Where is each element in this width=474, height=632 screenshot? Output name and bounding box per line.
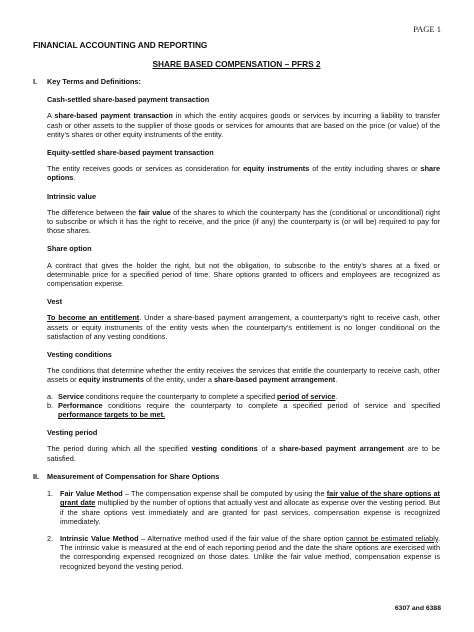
section-number: II. <box>33 471 40 481</box>
text-run: – Alternative method used if the fair value of the share option <box>138 533 346 543</box>
section-title: Key Terms and Definitions: <box>47 77 141 86</box>
text-run: . Under a share-based payment arrangement, a counterparty’s right to receive cash, other assets or equity instruments of the entity vests when the counterparty’s entitlement is no longer conditional on the satisfaction of any vesting conditions. <box>47 313 440 341</box>
text-run: conditions require the counterparty to complete a specified <box>83 391 278 401</box>
section-number: I. <box>33 77 38 86</box>
bold-text: share options <box>47 164 441 183</box>
numbered-item-intrinsic-value <box>33 534 440 571</box>
list-item-text <box>60 489 440 526</box>
section-heading-2 <box>33 472 440 481</box>
text-run: A <box>47 111 55 121</box>
document-subtitle: SHARE BASED COMPENSATION – PFRS 2 <box>152 59 321 69</box>
text-run: are to be satisfied. <box>47 444 440 463</box>
term-definition-intrinsic-value <box>47 208 440 236</box>
bold-text: Service <box>58 391 84 401</box>
text-run: of a <box>257 444 280 454</box>
document-title: FINANCIAL ACCOUNTING AND REPORTING <box>33 40 208 50</box>
term-definition-vest <box>47 313 440 341</box>
text-run: conditions require the counterparty to complete a specified period of service and specified <box>102 400 440 410</box>
bold-text: Fair Value Method <box>60 489 123 499</box>
term-heading-vesting-conditions: Vesting conditions <box>47 350 112 360</box>
text-run: The difference between the <box>47 207 139 217</box>
list-marker: b. <box>47 400 54 410</box>
section-title: Measurement of Compensation for Share Options <box>47 471 220 481</box>
list-item-text <box>60 534 440 571</box>
page-number: PAGE 1 <box>413 24 441 34</box>
text-run: . The intrinsic value is measured at the end of each reporting period and the date the share options are exercised with the corresponding expensed recognized on those dates. Unlike the fair value method, compensation expense is recognized beyond the vesting period. <box>60 533 440 571</box>
term-heading-vesting-period: Vesting period <box>47 428 98 438</box>
underlined-bold-text: To become an entitlement <box>47 313 140 323</box>
text-run: in which the entity acquires goods or services by incurring a liability to transfer cash or other assets to the supplier of those goods or services for amounts that are based on the price (or value) of the entity’s shares or other equity instruments of the entity. <box>47 111 441 139</box>
bold-text: vesting conditions <box>191 444 258 454</box>
text-run: – The compensation expense shall be computed by using the <box>122 489 327 499</box>
term-definition-share-option: A contract that gives the holder the right, but not the obligation, to subscribe to the entity’s shares at a fixed or determinable price for a specified period of time. Share options granted to officers and employees are recognized as compensation expense. <box>47 260 440 289</box>
list-item <box>47 392 440 401</box>
underlined-text: cannot be estimated reliably <box>346 533 438 543</box>
term-definition-cash-settled <box>47 111 440 139</box>
text-run: . <box>73 173 76 183</box>
list-marker: 1. <box>47 489 54 499</box>
text-run: The entity receives goods or services as consideration for <box>47 164 244 174</box>
text-run: The conditions that determine whether the entity receives the services that entitle the counterparty to receive cash, other assets or <box>47 366 440 385</box>
text-run: of the entity including shares or <box>309 164 421 174</box>
section-heading-1 <box>33 77 440 86</box>
bold-text: Intrinsic Value Method <box>60 533 139 543</box>
bold-text: share-based payment arrangement <box>279 444 404 454</box>
underlined-bold-text: performance targets to be met. <box>58 410 166 420</box>
bold-text: Performance <box>58 400 103 410</box>
term-heading-intrinsic-value: Intrinsic value <box>47 191 97 201</box>
text-run: multiplied by the number of options that actually vest and allocate as expense over the vesting period. But if the share options vest immediately and are granted for past services, compensation expense is recognized immediately. <box>60 498 440 526</box>
text-run: of the entity, under a <box>143 375 214 385</box>
term-definition-vesting-conditions <box>47 366 440 384</box>
list-marker: a. <box>47 391 54 401</box>
text-run: The period during which all the specified <box>47 444 192 454</box>
bold-text: equity instruments <box>243 164 310 174</box>
underlined-bold-text: period of service <box>277 391 336 401</box>
text-run: . <box>335 391 338 401</box>
term-heading-cash-settled: Cash-settled share-based payment transaction <box>47 95 210 105</box>
list-item-text <box>58 392 440 401</box>
bold-text: share-based payment arrangement <box>213 375 336 385</box>
footer-code: 6307 and 6388 <box>394 605 441 612</box>
numbered-item-fair-value <box>33 489 440 526</box>
bold-text: share-based payment transaction <box>54 111 173 121</box>
bold-text: equity instruments <box>78 375 144 385</box>
text-run: . <box>335 375 338 385</box>
term-definition-equity-settled <box>47 164 440 182</box>
text-run: of the shares to which the counterparty has the (conditional or unconditional) right to subscribe or which it has the right to receive, and the price (if any) the counterparty is (or will be) required to pay for those shares. <box>47 207 440 236</box>
bold-text: fair value <box>138 207 171 217</box>
key-terms-block <box>33 95 440 463</box>
list-item <box>47 401 440 419</box>
list-marker: 2. <box>47 533 54 543</box>
underlined-bold-text: fair value of the share options at grant date <box>60 489 440 508</box>
term-definition-vesting-period <box>47 444 440 462</box>
term-heading-share-option: Share option <box>47 244 92 254</box>
term-heading-equity-settled: Equity-settled share-based payment transaction <box>47 148 214 158</box>
term-heading-vest: Vest <box>47 297 63 307</box>
list-item-text <box>58 401 440 419</box>
